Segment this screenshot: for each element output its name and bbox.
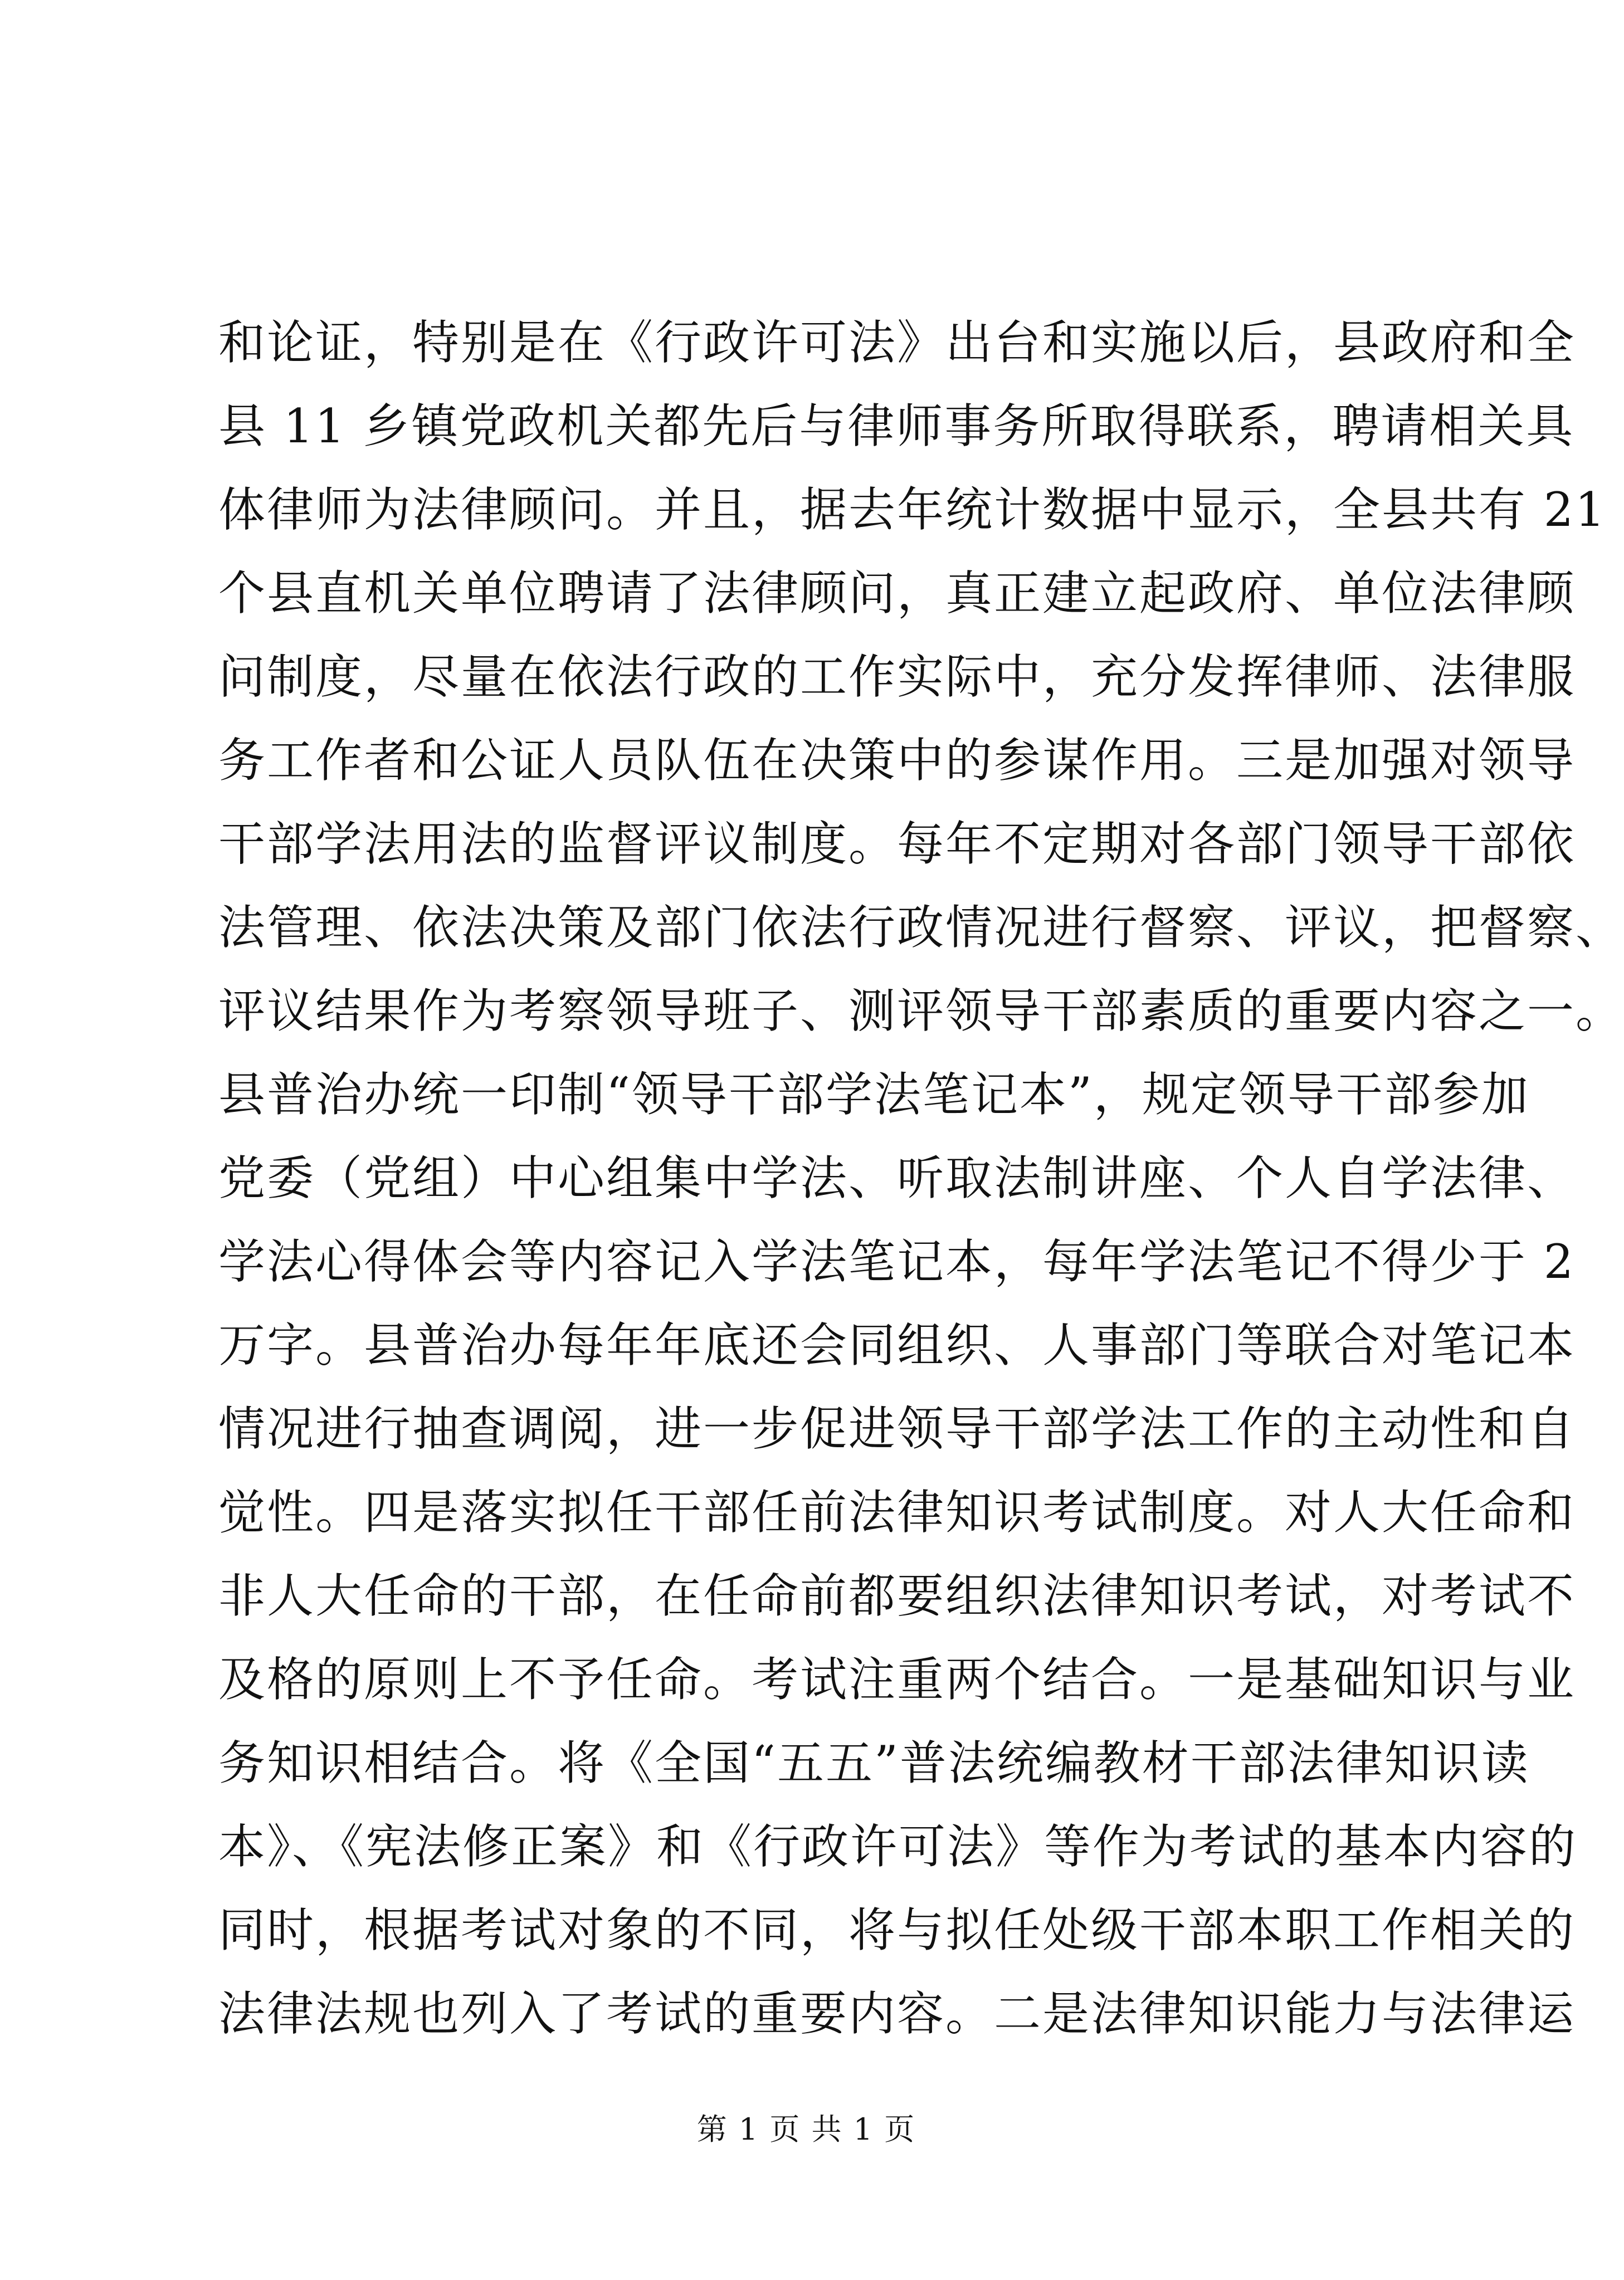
text-line-10: 县普治办统一印制“领导干部学法笔记本”，规定领导干部参加: [218, 1067, 1530, 1122]
document-body: [218, 301, 1624, 2056]
text-line-21: 法律法规也列入了考试的重要内容。二是法律知识能力与法律运: [218, 1986, 1576, 2041]
text-line-5: 问制度，尽量在依法行政的工作实际中，充分发挥律师、法律服: [218, 650, 1576, 704]
text-line-12: 学法心得体会等内容记入学法笔记本，每年学法笔记不得少于 2: [218, 1234, 1576, 1289]
text-line-16: 非人大任命的干部，在任命前都要组织法律知识考试，对考试不: [218, 1569, 1576, 1623]
text-line-1: 和论证，特别是在《行政许可法》出台和实施以后，县政府和全: [218, 315, 1576, 370]
text-line-8: 法管理、依法决策及部门依法行政情况进行督察、评议，把督察、: [218, 900, 1624, 955]
text-line-13: 万字。县普治办每年年底还会同组织、人事部门等联合对笔记本: [218, 1318, 1576, 1373]
text-line-15: 觉性。四是落实拟任干部任前法律知识考试制度。对人大任命和: [218, 1485, 1576, 1540]
page-footer: [0, 2110, 1612, 2149]
text-line-19: 本》、《宪法修正案》和《行政许可法》等作为考试的基本内容的: [218, 1819, 1578, 1874]
page-number-text: 第 1 页 共 1 页: [696, 2112, 916, 2147]
text-line-7: 干部学法用法的监督评议制度。每年不定期对各部门领导干部依: [218, 817, 1576, 871]
text-line-4: 个县直机关单位聘请了法律顾问，真正建立起政府、单位法律顾: [218, 566, 1576, 621]
text-line-11: 党委（党组）中心组集中学法、听取法制讲座、个人自学法律、: [218, 1151, 1576, 1205]
text-line-9: 评议结果作为考察领导班子、测评领导干部素质的重要内容之一。: [218, 984, 1624, 1038]
text-line-6: 务工作者和公证人员队伍在决策中的参谋作用。三是加强对领导: [218, 733, 1576, 788]
text-line-17: 及格的原则上不予任命。考试注重两个结合。一是基础知识与业: [218, 1652, 1576, 1707]
text-line-14: 情况进行抽查调阅，进一步促进领导干部学法工作的主动性和自: [218, 1402, 1576, 1456]
text-line-3: 体律师为法律顾问。并且，据去年统计数据中显示，全县共有 21: [218, 482, 1607, 537]
text-line-18: 务知识相结合。将《全国“五五”普法统编教材干部法律知识读: [218, 1736, 1530, 1790]
text-line-20: 同时，根据考试对象的不同，将与拟任处级干部本职工作相关的: [218, 1903, 1576, 1957]
text-line-2: 县 11 乡镇党政机关都先后与律师事务所取得联系，聘请相关具: [218, 399, 1575, 453]
